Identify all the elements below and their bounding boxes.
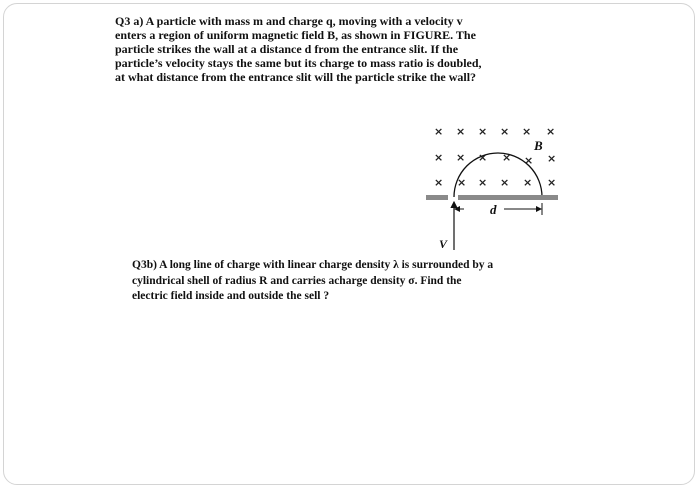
question-3b-line: cylindrical shell of radius R and carries acharge density σ. Find the (132, 274, 462, 287)
field-cross: × (434, 151, 444, 164)
question-3b (132, 258, 582, 305)
field-cross: × (434, 125, 444, 138)
field-cross: × (546, 125, 556, 138)
field-label: B (534, 138, 543, 153)
question-3a-line: Q3 a) A particle with mass m and charge q, moving with a velocity v (115, 14, 463, 28)
field-cross: × (457, 176, 467, 189)
question-3a-line: enters a region of uniform magnetic field B, as shown in FIGURE. The (115, 28, 476, 42)
field-cross: × (500, 125, 510, 138)
magnetic-field-diagram (420, 118, 570, 253)
question-3a-line: at what distance from the entrance slit will the particle strike the wall? (115, 70, 477, 84)
question-3a (115, 14, 545, 84)
field-cross: × (523, 176, 533, 189)
question-3b-line: electric field inside and outside the sell ? (132, 290, 330, 302)
question-3b-line: Q3b) A long line of charge with linear charge density λ is surrounded by a (132, 259, 494, 271)
magnetic-field-figure (420, 118, 570, 253)
field-cross: × (524, 154, 534, 167)
question-3a-line: particle’s velocity stays the same but its charge to mass ratio is doubled, (115, 56, 482, 70)
field-cross: × (522, 125, 532, 138)
distance-label: d (490, 202, 497, 217)
wall-left-segment (426, 195, 448, 200)
field-cross: × (478, 151, 488, 164)
field-cross: × (547, 176, 557, 189)
field-cross: × (456, 125, 466, 138)
field-cross: × (456, 151, 466, 164)
velocity-label: V (439, 237, 448, 251)
field-cross: × (478, 176, 488, 189)
field-cross: × (434, 176, 444, 189)
wall-right-segment (458, 195, 558, 200)
question-3a-line: particle strikes the wall at a distance d from the entrance slit. If the (115, 42, 459, 56)
field-cross: × (500, 176, 510, 189)
field-cross: × (502, 151, 512, 164)
field-cross: × (478, 125, 488, 138)
field-cross: × (547, 152, 557, 165)
